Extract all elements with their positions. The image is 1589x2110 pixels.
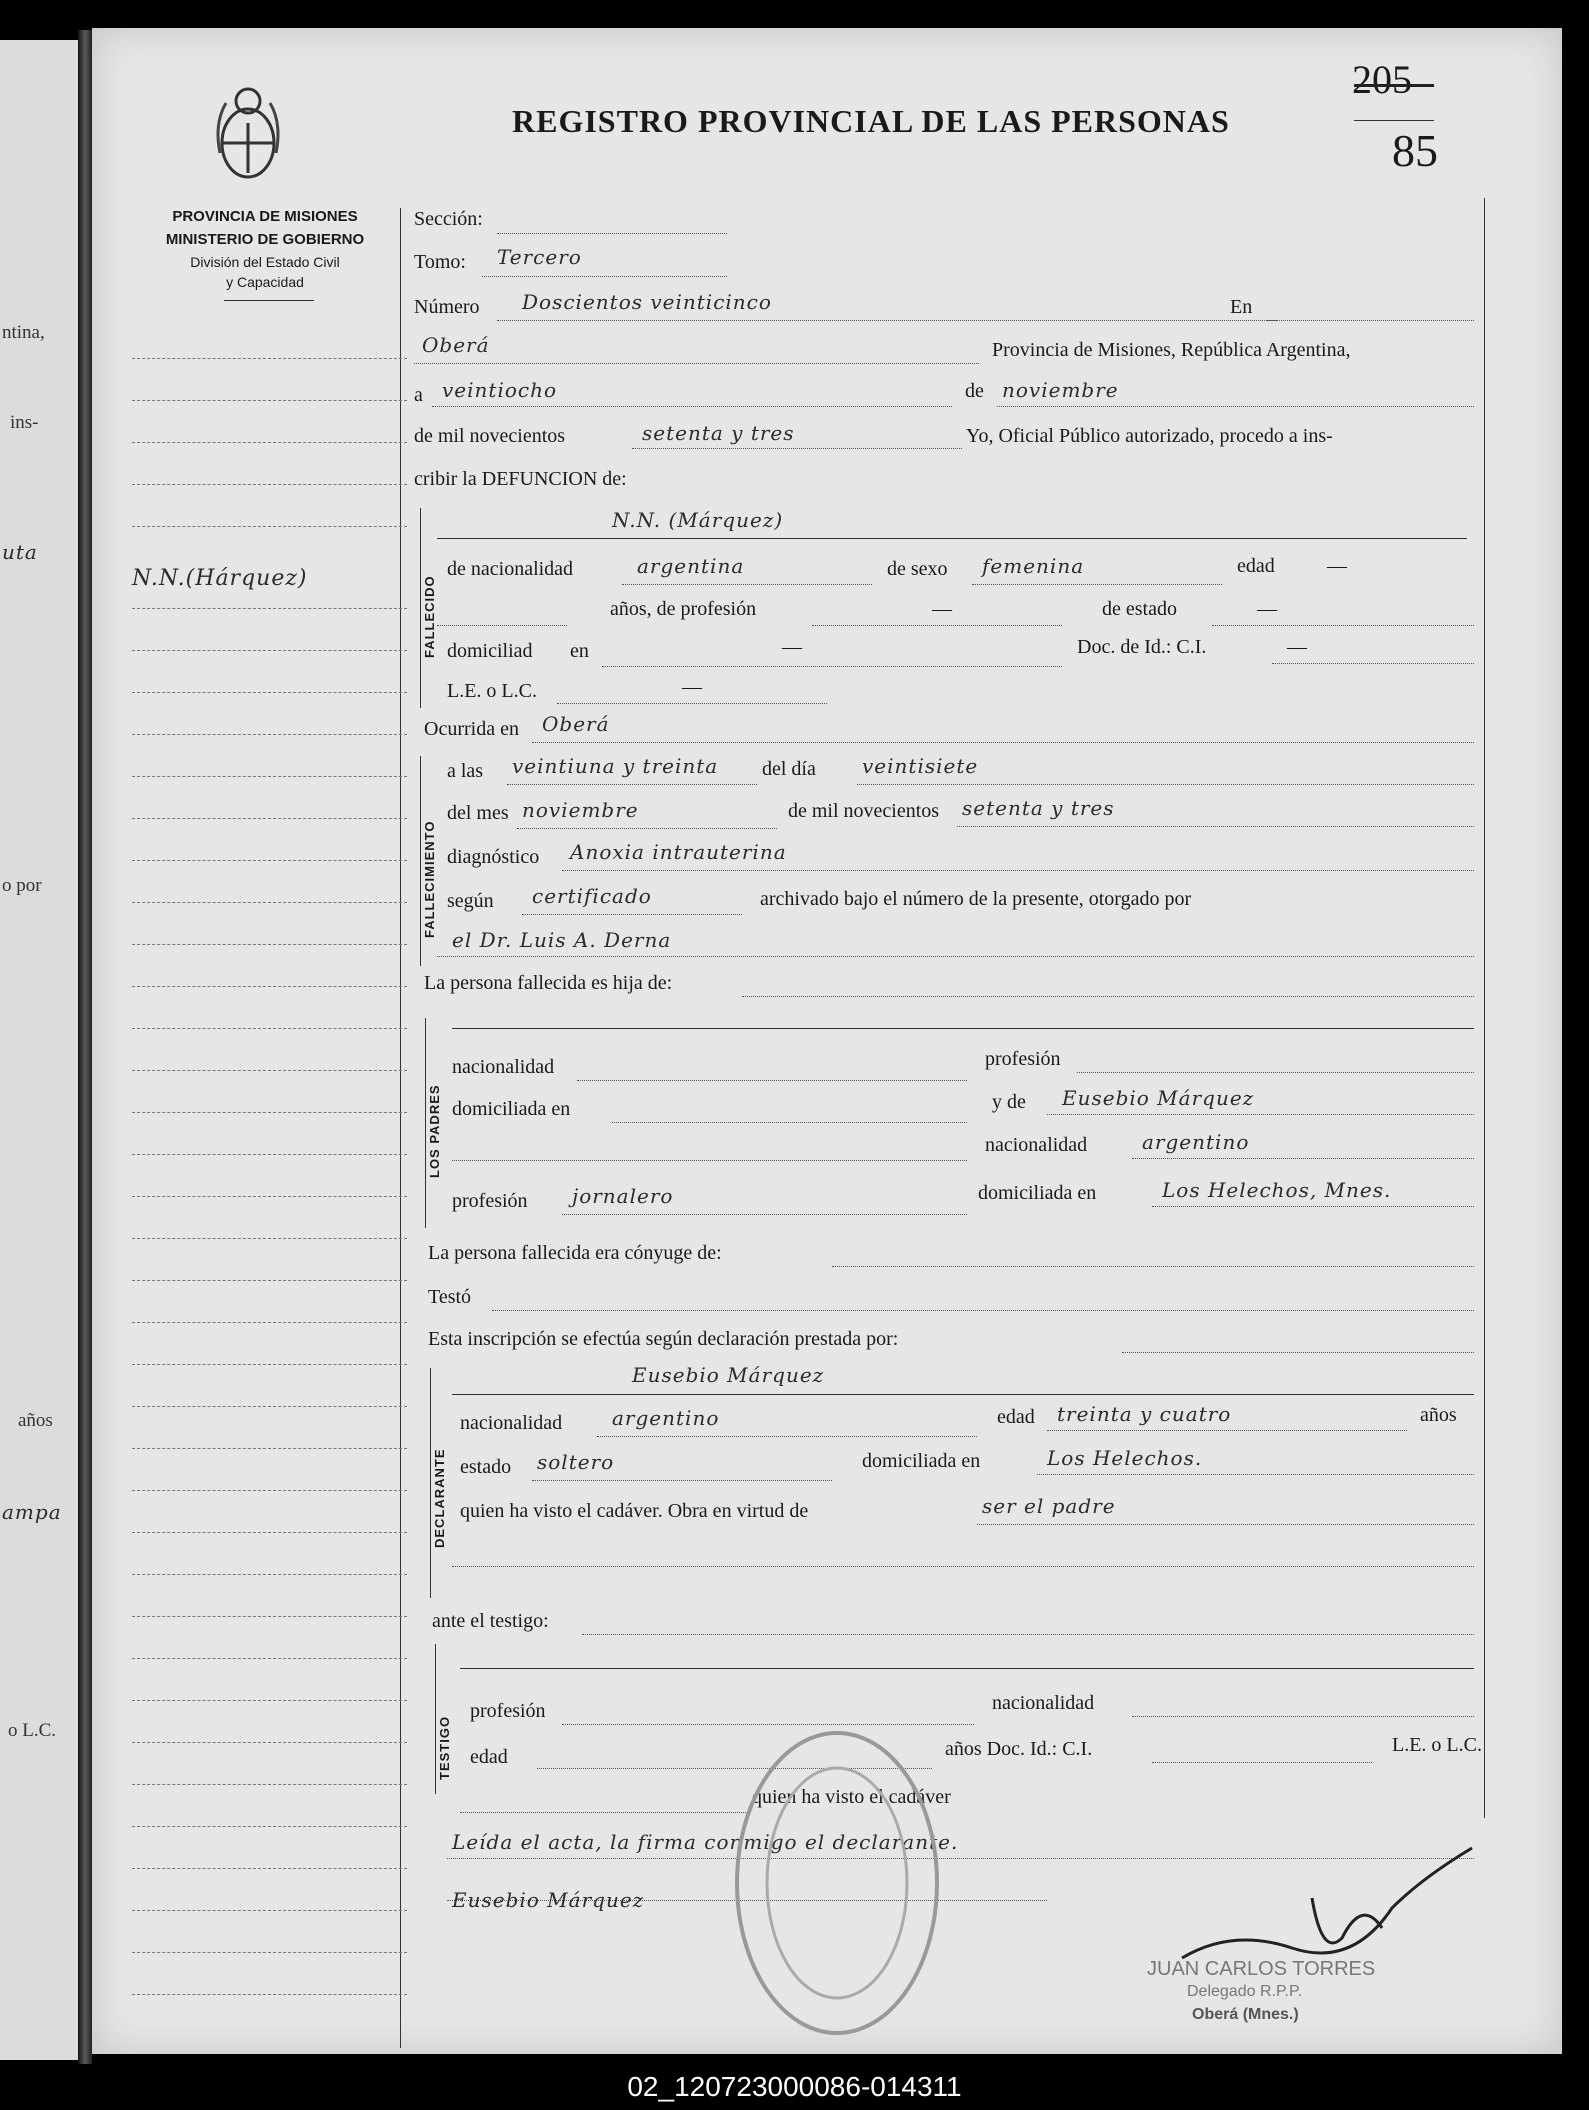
fallecido-doc-line xyxy=(1272,663,1474,664)
tomo-line xyxy=(482,276,727,277)
testigo-doc-line xyxy=(1152,1762,1372,1763)
testigo-visto-line xyxy=(460,1812,750,1813)
padre-domicilio: Los Helechos, Mnes. xyxy=(1162,1178,1392,1202)
sidebar-rule xyxy=(132,442,407,443)
testigo-profesion-label: profesión xyxy=(470,1700,546,1722)
medico-line xyxy=(437,956,1474,957)
padres-profesion2-label: profesión xyxy=(452,1190,528,1212)
sidebar-rule xyxy=(132,692,407,693)
declarante-anios-label: años xyxy=(1420,1404,1457,1426)
sidebar-rule xyxy=(132,1910,407,1911)
testigo-nacionalidad-label: nacionalidad xyxy=(992,1692,1095,1714)
padres-label: LOS PADRES xyxy=(427,1084,442,1178)
fallecido-le-value: — xyxy=(682,676,702,698)
declarante-estado: soltero xyxy=(537,1450,615,1474)
seccion-line xyxy=(497,233,727,234)
sidebar-rule xyxy=(132,1868,407,1869)
anio-fallec-value: setenta y tres xyxy=(962,796,1115,820)
divider-line xyxy=(1354,120,1434,121)
fallecido-domiciliado-label: domiciliad xyxy=(447,640,533,662)
declarante-estado-line xyxy=(532,1480,832,1481)
lugar-value: Oberá xyxy=(422,333,490,357)
anio-line xyxy=(632,448,962,449)
anio-value: setenta y tres xyxy=(642,421,795,445)
right-border xyxy=(1484,198,1485,1818)
stamp-role: Delegado R.P.P. xyxy=(1187,1983,1303,2000)
dia-line xyxy=(432,406,952,407)
sidebar-rule xyxy=(132,1952,407,1953)
ocurrida-line xyxy=(532,742,1474,743)
padres-nacionalidad-label: nacionalidad xyxy=(452,1056,555,1078)
fallecido-nombre-line xyxy=(437,538,1467,539)
fallecido-sexo-label: de sexo xyxy=(887,558,948,580)
deldia-label: del día xyxy=(762,758,816,780)
mes-fallec-line xyxy=(517,828,777,829)
declarante-edad: treinta y cuatro xyxy=(1057,1402,1232,1426)
testigo-intro-label: ante el testigo: xyxy=(432,1610,549,1632)
mes-fallec-value: noviembre xyxy=(522,798,639,822)
register-page xyxy=(92,28,1562,2054)
testigo-label: TESTIGO xyxy=(437,1715,452,1780)
declarante-visto-label: quien ha visto el cadáver. Obra en virtud de xyxy=(460,1500,809,1522)
fallecimiento-label: FALLECIMIENTO xyxy=(422,820,437,938)
padre-nacionalidad-line xyxy=(1132,1158,1474,1159)
padre-profesion: jornalero xyxy=(572,1184,674,1208)
stamp-place: Oberá (Mnes.) xyxy=(1192,2006,1299,2023)
padres-profesion-line xyxy=(1077,1072,1474,1073)
left-fragment: uta xyxy=(2,540,38,564)
fallecido-estado-label: de estado xyxy=(1102,598,1177,620)
declaracion-label: Esta inscripción se efectúa según declaración prestada por: xyxy=(428,1328,899,1350)
numero-label: Número xyxy=(414,296,480,318)
padre-nacionalidad: argentino xyxy=(1142,1130,1250,1154)
org-line: y Capacidad xyxy=(226,274,304,290)
mil-fallec-label: de mil novecientos xyxy=(788,800,940,822)
fallecido-le-label: L.E. o L.C. xyxy=(447,680,537,702)
fallecido-nombre: N.N. (Márquez) xyxy=(612,508,784,532)
padres-nacionalidad-line xyxy=(577,1080,967,1081)
dia-fallec-value: veintisiete xyxy=(862,754,979,778)
fallecido-domicilio-line xyxy=(602,666,1062,667)
en-line xyxy=(1267,320,1474,321)
mil-label: de mil novecientos xyxy=(414,425,566,447)
declarante-estado-label: estado xyxy=(460,1456,512,1478)
hora-value: veintiuna y treinta xyxy=(512,754,719,778)
org-underline xyxy=(224,300,314,301)
de-label: de xyxy=(965,380,984,402)
a-label: a xyxy=(414,384,423,406)
segun-value: certificado xyxy=(532,884,652,908)
left-fragment: ntina, xyxy=(2,322,45,343)
hija-line xyxy=(742,996,1474,997)
anio-fallec-line xyxy=(957,826,1474,827)
ocurrida-value: Oberá xyxy=(542,712,610,736)
sidebar-rule xyxy=(132,1238,407,1239)
sidebar-rule xyxy=(132,986,407,987)
declarante-nacionalidad-label: nacionalidad xyxy=(460,1412,563,1434)
sidebar-rule xyxy=(132,1406,407,1407)
coat-of-arms-icon xyxy=(214,83,282,193)
sidebar-rule xyxy=(132,1154,407,1155)
sidebar-rule xyxy=(132,1616,407,1617)
hora-line xyxy=(507,784,757,785)
declarante-bar xyxy=(430,1368,431,1598)
declarante-domicilio-line xyxy=(1037,1474,1474,1475)
fallecido-le-line xyxy=(557,703,827,704)
padre-nombre: Eusebio Márquez xyxy=(1062,1086,1255,1110)
padre-domicilio-line xyxy=(1152,1206,1474,1207)
testigo-bar xyxy=(435,1644,436,1794)
sidebar-name-note: N.N.(Hárquez) xyxy=(132,566,308,591)
fallecido-doc-label: Doc. de Id.: C.I. xyxy=(1077,636,1207,658)
fallecido-nacionalidad-value: argentina xyxy=(637,554,745,578)
stamp-name: JUAN CARLOS TORRES xyxy=(1147,1958,1376,1980)
padres-domiciliada-label: domiciliada en xyxy=(452,1098,571,1120)
diagnostico-label: diagnóstico xyxy=(447,846,540,868)
conyuge-label: La persona fallecida era cónyuge de: xyxy=(428,1242,722,1264)
fallecido-domicilio-value: — xyxy=(782,636,802,658)
testigo-le-label: L.E. o L.C. xyxy=(1392,1734,1482,1756)
fallecido-edad-line xyxy=(437,625,567,626)
footer-id: 02_120723000086-014311 xyxy=(0,2064,1589,2110)
ocurrida-label: Ocurrida en xyxy=(424,718,519,740)
diagnostico-value: Anoxia intrauterina xyxy=(570,840,787,864)
page-number: 85 xyxy=(1392,125,1438,176)
mes-line xyxy=(997,406,1474,407)
sidebar-rule xyxy=(132,1532,407,1533)
left-fragment: años xyxy=(18,1410,53,1431)
fallecimiento-bar xyxy=(420,756,421,966)
testigo-visto-label: quien ha visto el cadáver xyxy=(752,1786,951,1808)
sidebar-rule xyxy=(132,1112,407,1113)
sidebar-rule xyxy=(132,944,407,945)
fallecido-bar xyxy=(420,508,421,708)
sidebar-rule xyxy=(132,1574,407,1575)
declarante-edad-line xyxy=(1047,1430,1407,1431)
padres-profesion-label: profesión xyxy=(985,1048,1061,1070)
official-seal-icon xyxy=(722,1718,952,2048)
declarante-nombre-line xyxy=(452,1394,1474,1395)
segun-label: según xyxy=(447,890,494,912)
fallecido-sexo-value: femenina xyxy=(982,554,1085,578)
declaracion-line xyxy=(1122,1352,1474,1353)
dia-value: veintiocho xyxy=(442,378,558,402)
yo-text: Yo, Oficial Público autorizado, procedo a ins- xyxy=(966,425,1333,447)
sidebar-rule xyxy=(132,902,407,903)
left-fragment: ins- xyxy=(10,412,39,433)
dia-fallec-line xyxy=(857,784,1474,785)
lugar-line xyxy=(414,363,979,364)
delmes-label: del mes xyxy=(447,802,509,824)
diagnostico-line xyxy=(562,870,1474,871)
org-line: MINISTERIO DE GOBIERNO xyxy=(165,231,365,248)
padres-yde-label: y de xyxy=(992,1091,1026,1113)
declarante-nacionalidad: argentino xyxy=(612,1406,720,1430)
sidebar-rule xyxy=(132,358,407,359)
closing-note: Leída el acta, la firma conmigo el declarante. xyxy=(452,1830,959,1854)
mes-value: noviembre xyxy=(1002,378,1119,402)
fallecido-label: FALLECIDO xyxy=(422,575,437,658)
sidebar-rule xyxy=(132,484,407,485)
fallecido-profesion-line xyxy=(812,625,1062,626)
testigo-edad-label: edad xyxy=(470,1746,508,1768)
declarante-domiciliada-label: domiciliada en xyxy=(862,1450,981,1472)
declarante-label: DECLARANTE xyxy=(432,1448,447,1548)
sidebar-rule xyxy=(132,1280,407,1281)
org-line: PROVINCIA DE MISIONES xyxy=(172,208,358,225)
sidebar-rule xyxy=(132,526,407,527)
declarante-firma: Eusebio Márquez xyxy=(452,1888,645,1912)
declarante-domicilio: Los Helechos. xyxy=(1047,1446,1203,1470)
declarante-nacionalidad-line xyxy=(597,1436,977,1437)
left-fragment: o L.C. xyxy=(8,1720,57,1741)
sidebar-rule xyxy=(132,1784,407,1785)
sidebar-rule xyxy=(132,1196,407,1197)
declarante-blank-line xyxy=(452,1566,1474,1567)
padres-bar xyxy=(425,1018,426,1228)
sidebar-rule xyxy=(132,1490,407,1491)
page-title: REGISTRO PROVINCIAL DE LAS PERSONAS xyxy=(512,103,1230,139)
sidebar-rule xyxy=(132,818,407,819)
tomo-label: Tomo: xyxy=(414,251,466,273)
org-line: División del Estado Civil xyxy=(190,254,340,270)
fallecido-doc-value: — xyxy=(1287,636,1307,658)
fallecido-nacionalidad-line xyxy=(622,584,872,585)
hija-label: La persona fallecida es hija de: xyxy=(424,972,673,994)
sidebar-rule xyxy=(132,608,407,609)
testigo-doc-label: años Doc. Id.: C.I. xyxy=(945,1738,1093,1760)
fallecido-anios-label: años, de profesión xyxy=(610,598,757,620)
fallecido-sexo-line xyxy=(972,584,1222,585)
book-spine xyxy=(78,30,92,2070)
numero-line xyxy=(497,320,1277,321)
padre-profesion-line xyxy=(562,1214,967,1215)
declarante-virtud-line xyxy=(977,1524,1474,1525)
sidebar-rule xyxy=(132,1742,407,1743)
sidebar-rule xyxy=(132,1364,407,1365)
testigo-intro-line xyxy=(582,1634,1474,1635)
padres-top-line xyxy=(452,1028,1474,1029)
declarante-nombre: Eusebio Márquez xyxy=(632,1363,825,1387)
cribir-text: cribir la DEFUNCION de: xyxy=(414,468,627,490)
sidebar-rule xyxy=(132,1322,407,1323)
declarante-edad-label: edad xyxy=(997,1406,1035,1428)
strike-line xyxy=(1354,84,1434,87)
testo-label: Testó xyxy=(428,1286,472,1308)
padres-domiciliada-line xyxy=(612,1122,967,1123)
provincia-text: Provincia de Misiones, República Argentina, xyxy=(992,339,1351,361)
testigo-top-line xyxy=(460,1668,1474,1669)
left-page-edge xyxy=(0,40,78,2060)
testo-line xyxy=(492,1310,1474,1311)
fallecido-estado-value: — xyxy=(1257,598,1277,620)
sidebar-rule xyxy=(132,1826,407,1827)
en-label: En xyxy=(1230,296,1253,318)
sidebar-rule xyxy=(132,1700,407,1701)
sidebar-rule xyxy=(132,1994,407,1995)
fallecido-en-label: en xyxy=(570,640,589,662)
fallecido-edad-label: edad xyxy=(1237,555,1275,577)
archivado-text: archivado bajo el número de la presente, otorgado por xyxy=(760,888,1192,910)
fallecido-estado-line xyxy=(1212,625,1474,626)
numero-value: Doscientos veinticinco xyxy=(522,290,772,314)
padre-nombre-line xyxy=(1047,1114,1474,1115)
seccion-label: Sección: xyxy=(414,208,483,230)
sidebar-rule xyxy=(132,1028,407,1029)
old-page-number: 205 xyxy=(1352,57,1412,102)
medico-value: el Dr. Luis A. Derna xyxy=(452,928,672,952)
sidebar-rule xyxy=(132,860,407,861)
padres-domiciliada2-label: domiciliada en xyxy=(978,1182,1097,1204)
testigo-nacionalidad-line xyxy=(1132,1716,1474,1717)
declarante-virtud: ser el padre xyxy=(982,1494,1116,1518)
conyuge-line xyxy=(832,1266,1474,1267)
tomo-value: Tercero xyxy=(497,245,582,269)
padres-nacionalidad2-label: nacionalidad xyxy=(985,1134,1088,1156)
sidebar-rule xyxy=(132,1070,407,1071)
segun-line xyxy=(522,914,742,915)
sidebar-rule xyxy=(132,776,407,777)
sidebar-rule xyxy=(132,650,407,651)
left-fragment: o por xyxy=(2,875,42,896)
left-fragment: ampa xyxy=(2,1500,62,1524)
sidebar-rule xyxy=(132,734,407,735)
fallecido-profesion-value: — xyxy=(932,598,952,620)
padres-blank-line xyxy=(452,1160,967,1161)
fallecido-edad-value: — xyxy=(1327,555,1347,577)
sidebar-rule xyxy=(132,1658,407,1659)
sidebar-rule xyxy=(132,1448,407,1449)
fallecido-nacionalidad-label: de nacionalidad xyxy=(447,558,574,580)
sidebar-rule xyxy=(132,400,407,401)
alas-label: a las xyxy=(447,760,484,782)
